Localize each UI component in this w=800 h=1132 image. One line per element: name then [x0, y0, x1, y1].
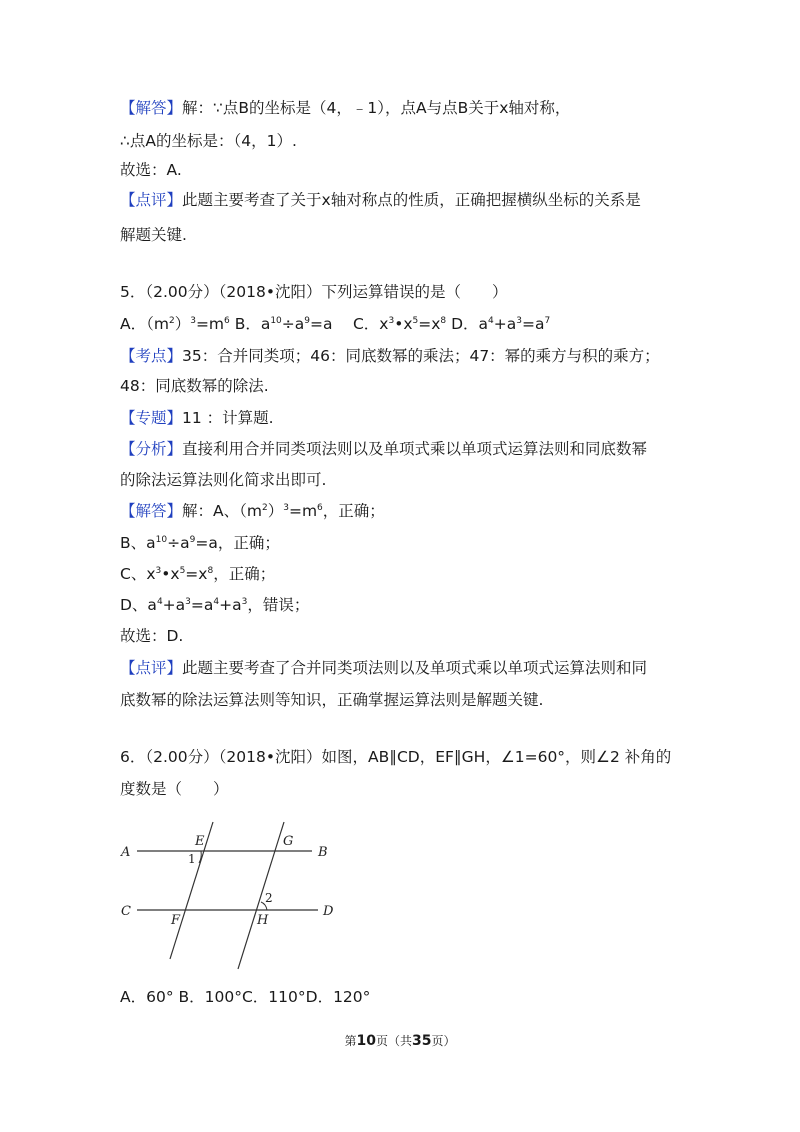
q5-jieda-d: D、$a^4+a^3=a^4+a^3$，错误；	[120, 596, 310, 614]
q4-comment-line	[120, 189, 641, 211]
q5-fenxi: 【分析】直接利用合并同类项法则以及单项式乘以单项式运算法则和同底数幂	[120, 440, 648, 458]
answer-tag: 【解答】	[120, 99, 183, 117]
label-a: A	[121, 845, 131, 860]
label-b: B	[318, 845, 328, 860]
q5-jieda-a: 【解答】解：A、$(m^2)^3=m^6$，正确；	[120, 502, 385, 520]
label-d: D	[323, 904, 334, 919]
q4-answer-line-2: ∴点A的坐标是：（4，1）.	[120, 132, 297, 150]
answer-text: 解：∵点B的坐标是（4，﹣1），点A与点B关于x轴对称，	[182, 99, 571, 117]
q5-dianping: 【点评】此题主要考查了合并同类项法则以及单项式乘以单项式运算法则和同	[120, 659, 648, 677]
q5-zhuanti: 【专题】11 ：计算题.	[120, 409, 274, 427]
page-footer: 第10页（共35页）	[344, 1033, 456, 1049]
label-g: G	[283, 834, 294, 849]
total-pages: 35	[412, 1033, 432, 1049]
q6-title-2: 度数是（ ）	[120, 780, 229, 798]
comment-text: 此题主要考查了关于x轴对称点的性质，正确把握横纵坐标的关系是	[182, 191, 641, 209]
q6-options: A．60° B．100°C．110°D．120°	[120, 988, 371, 1006]
geometry-diagram	[115, 818, 345, 978]
jieda-tag: 【解答】	[120, 502, 183, 520]
parallel-lines-figure	[115, 818, 345, 982]
comment-tag: 【点评】	[120, 191, 183, 209]
q5-fenxi-2: 的除法运算法则化简求出即可.	[120, 471, 327, 489]
q5-jieda-c: C、$x^3•x^5=x^8$，正确；	[120, 565, 276, 583]
q5-options: A．$(m^2)^3=m^6$ B．$a^{10}\div a^9=a$ C．$x^3•x^5=x^8$ D．$a^4+a^3=a^7$	[120, 315, 551, 333]
q5-kaodian: 【考点】35：合并同类项；46：同底数幂的乘法；47：幂的乘方与积的乘方；	[120, 347, 660, 365]
label-h: H	[257, 913, 269, 928]
q4-answer-line	[120, 97, 570, 119]
q5-kaodian-2: 48：同底数幂的除法.	[120, 377, 269, 395]
q5-choice: 故选：D.	[120, 627, 184, 645]
q5-dianping-2: 底数幂的除法运算法则等知识，正确掌握运算法则是解题关键.	[120, 691, 544, 709]
label-c: C	[121, 904, 131, 919]
q4-comment-line-2: 解题关键.	[120, 226, 187, 244]
dianping-tag: 【点评】	[120, 659, 183, 677]
q6-title: 6．（2.00分）（2018•沈阳）如图，AB∥CD，EF∥GH，∠1=60°，则∠2 补角的	[120, 748, 672, 766]
line-gh	[238, 822, 284, 969]
label-f: F	[171, 913, 181, 928]
fenxi-tag: 【分析】	[120, 440, 183, 458]
q4-choice: 故选：A.	[120, 161, 182, 179]
label-angle-2: 2	[265, 891, 273, 905]
label-e: E	[195, 834, 205, 849]
q5-title: 5．（2.00分）（2018•沈阳）下列运算错误的是（ ）	[120, 283, 508, 301]
kaodian-tag: 【考点】	[120, 347, 183, 365]
q5-jieda-b: B、$a^{10}\div a^9=a$，正确；	[120, 534, 280, 552]
current-page: 10	[356, 1033, 376, 1049]
line-ef	[170, 822, 213, 959]
label-angle-1: 1	[188, 852, 196, 866]
zhuanti-tag: 【专题】	[120, 409, 183, 427]
